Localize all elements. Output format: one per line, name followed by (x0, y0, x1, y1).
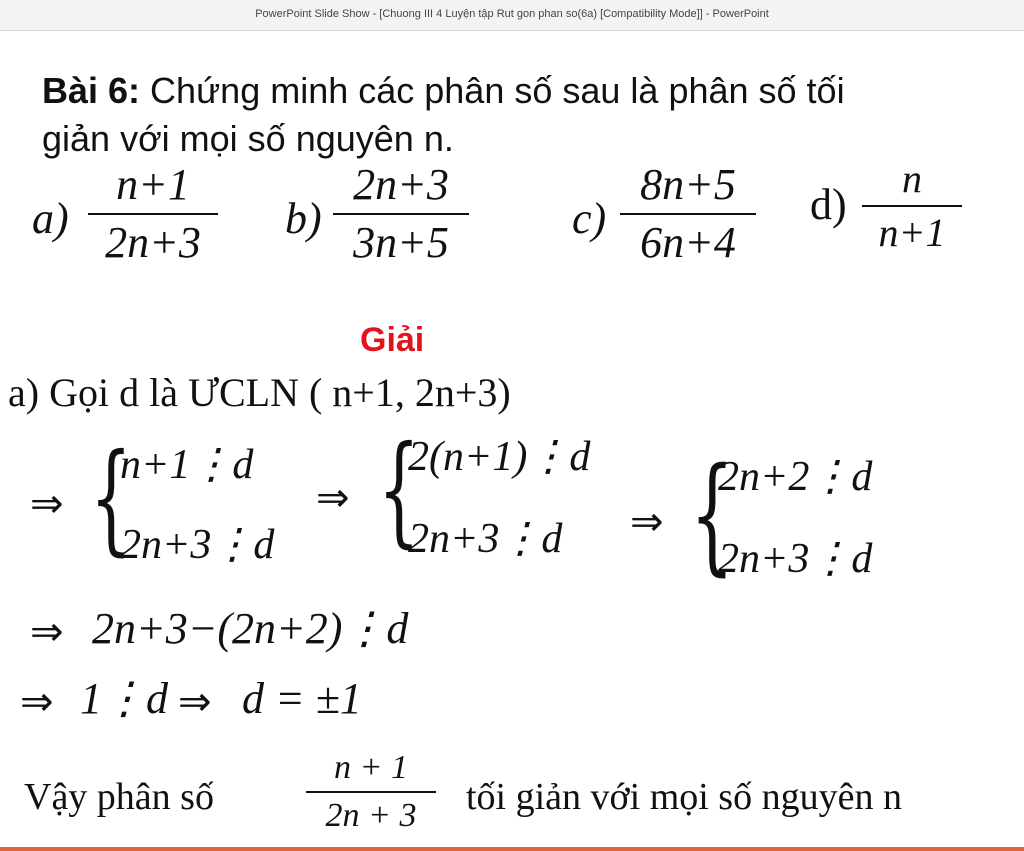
fraction-b-numerator: 2n+3 (353, 160, 449, 209)
brace-3: { (690, 441, 735, 588)
one-divides-line: 1⋮d (80, 674, 168, 723)
conclusion-prefix: Vậy phân số (24, 776, 214, 818)
difference-line: 2n+3−(2n+2)⋮d (92, 604, 409, 653)
problem-text-line2: giản với mọi số nguyên n. (42, 118, 454, 159)
fraction-b-label: b) (285, 194, 322, 243)
system3-line1: 2n+2⋮d (718, 454, 873, 500)
implies-arrow-6: ⇒ (178, 679, 212, 725)
conclusion-suffix: tối giản với mọi số nguyên n (466, 776, 902, 818)
window-titlebar (0, 0, 1024, 31)
brace-1: { (90, 429, 132, 568)
fraction-a (88, 160, 218, 267)
conclusion-fraction (306, 751, 436, 833)
fraction-b (333, 160, 469, 267)
implies-arrow-4: ⇒ (30, 609, 64, 655)
brace-2: { (378, 421, 420, 560)
problem-text-line1: Chứng minh các phân số sau là phân số tối (140, 70, 845, 111)
implies-arrow-2: ⇒ (316, 475, 350, 521)
system2-line1: 2(n+1)⋮d (408, 434, 591, 480)
problem-label: Bài 6: (42, 70, 141, 111)
fraction-a-numerator: n+1 (116, 160, 190, 209)
solution-heading: Giải (360, 321, 425, 359)
implies-arrow-3: ⇒ (630, 499, 664, 545)
result-line: d = ±1 (242, 674, 362, 723)
fraction-c-denominator: 6n+4 (640, 218, 736, 267)
system2-line2: 2n+3⋮d (408, 516, 563, 562)
slide[interactable] (0, 31, 1024, 847)
window-title: PowerPoint Slide Show - [Chuong III 4 Luyện tập Rut gon phan so(6a) [Compatibility Mode]] - PowerPoint (255, 8, 769, 20)
fraction-d (862, 156, 962, 255)
system1-line2: 2n+3⋮d (120, 522, 275, 568)
fraction-a-label: a) (32, 194, 69, 243)
fraction-d-denominator: n+1 (878, 210, 946, 255)
conclusion-numerator: n + 1 (334, 749, 408, 786)
problem-statement (42, 67, 1022, 163)
fraction-c-label: c) (572, 194, 607, 243)
system3-line2: 2n+3⋮d (718, 536, 873, 582)
conclusion-denominator: 2n + 3 (325, 797, 417, 834)
fraction-b-denominator: 3n+5 (353, 218, 449, 267)
implies-arrow-1: ⇒ (30, 481, 64, 527)
system1-line1: n+1⋮d (120, 442, 254, 488)
implies-arrow-5: ⇒ (20, 679, 54, 725)
fraction-d-numerator: n (902, 156, 922, 201)
step-a-text: a) Gọi d là ƯCLN ( n+1, 2n+3) (8, 370, 511, 415)
bottom-accent-bar (0, 847, 1024, 851)
fraction-c (620, 160, 756, 267)
fraction-c-numerator: 8n+5 (640, 160, 736, 209)
fraction-d-label: d) (810, 180, 847, 229)
fraction-a-denominator: 2n+3 (105, 218, 201, 267)
